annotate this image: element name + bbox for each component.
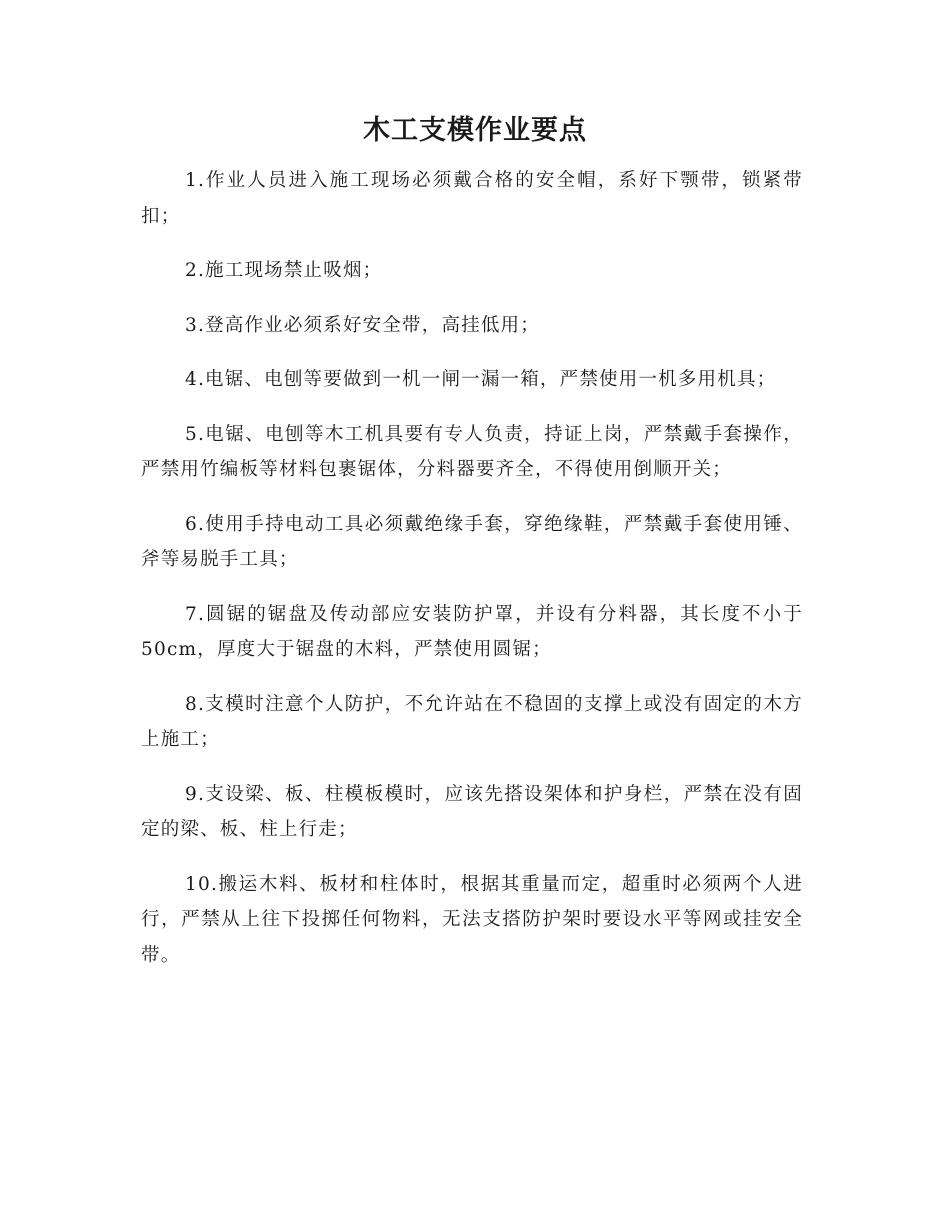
safety-point-9: 9.支设梁、板、柱模板模时，应该先搭设架体和护身栏，严禁在没有固定的梁、板、柱上行走； bbox=[141, 783, 803, 840]
safety-point-6: 6.使用手持电动工具必须戴绝缘手套，穿绝缘鞋，严禁戴手套使用锤、斧等易脱手工具； bbox=[141, 513, 803, 570]
safety-point-7: 7.圆锯的锯盘及传动部应安装防护罩，并设有分料器，其长度不小于50cm，厚度大于锯盘的木料，严禁使用圆锯； bbox=[141, 603, 803, 660]
safety-point-1: 1.作业人员进入施工现场必须戴合格的安全帽，系好下颚带，锁紧带扣； bbox=[141, 170, 803, 227]
document-title: 木工支模作业要点 bbox=[363, 115, 587, 146]
safety-point-3: 3.登高作业必须系好安全带，高挂低用； bbox=[185, 314, 540, 336]
safety-point-5: 5.电锯、电刨等木工机具要有专人负责，持证上岗，严禁戴手套操作，严禁用竹编板等材料包裹锯体，分料器要齐全，不得使用倒顺开关； bbox=[141, 423, 803, 480]
safety-point-2: 2.施工现场禁止吸烟； bbox=[185, 260, 383, 281]
safety-point-10: 10.搬运木料、板材和柱体时，根据其重量而定，超重时必须两个人进行，严禁从上往下投掷任何物料，无法支搭防护架时要设水平等网或挂安全带。 bbox=[141, 873, 803, 966]
safety-point-8: 8.支模时注意个人防护，不允许站在不稳固的支撑上或没有固定的木方上施工； bbox=[141, 693, 803, 750]
safety-point-4: 4.电锯、电刨等要做到一机一闸一漏一箱，严禁使用一机多用机具； bbox=[185, 369, 777, 390]
safety-points-list bbox=[141, 163, 803, 992]
